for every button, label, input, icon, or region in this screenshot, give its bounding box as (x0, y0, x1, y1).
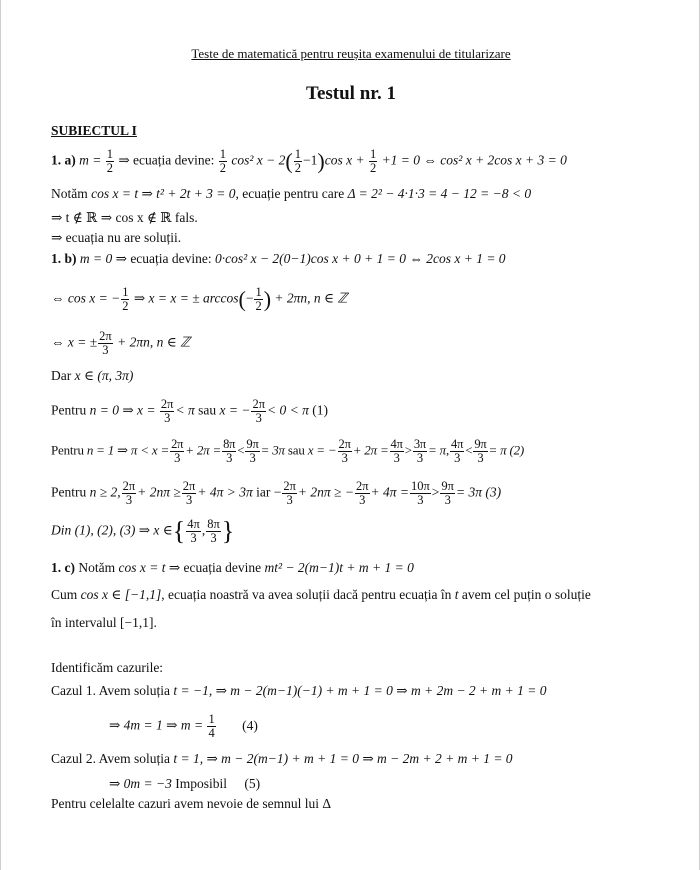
equation-number: (1) (312, 402, 328, 418)
text: în intervalul (51, 615, 117, 630)
math-text: = π (2) (488, 442, 525, 458)
math-text: + 2nπ ≥ (137, 484, 181, 500)
fraction: $\frac{2\pi}{3}$ (171, 437, 184, 466)
math-text: x = − (307, 442, 337, 458)
line-11 (51, 480, 501, 507)
text: ecuația devine: (130, 251, 212, 266)
text: sau (287, 442, 305, 458)
paren: ( (285, 148, 293, 174)
math-text: n = 0 ⇒ x = (89, 402, 156, 418)
math-text: n ≥ 2, (89, 484, 121, 500)
math-text: x ∈ (π, 3π) (74, 368, 134, 383)
math-text: m = 0 ⇒ (79, 251, 127, 266)
text: , ecuația noastră va avea soluții dacă pentru ecuația în (161, 587, 452, 602)
math-text: Δ = 2² − 4·1·3 = 4 − 12 = −8 < 0 (347, 186, 532, 201)
item-label: 1. b) (51, 251, 77, 266)
fraction: $\frac{10\pi}{3}$ (410, 479, 430, 508)
math-text: − (245, 290, 254, 306)
line-1c (51, 561, 414, 575)
fraction: $\frac{1}{2}$ (122, 285, 129, 314)
fraction: $\frac{1}{2}$ (294, 147, 301, 176)
brace: { (172, 516, 186, 546)
line-3: ⇒ t ∉ ℝ ⇒ cos x ∉ ℝ fals. (51, 210, 198, 225)
math-text: t = −1, ⇒ m − 2(m−1)(−1) + m + 1 = 0 ⇒ m + 2m − 2 + m + 1 = 0 (173, 683, 547, 698)
math-text: − (273, 484, 282, 500)
line-17 (51, 684, 547, 698)
text: Cazul 2. Avem soluția (51, 751, 170, 766)
fraction: $\frac{2\pi}{3}$ (252, 397, 265, 426)
paren: ) (263, 286, 272, 312)
line-1a (51, 148, 567, 175)
text: iar (256, 484, 271, 500)
math-text: < (237, 442, 245, 458)
page-header: Teste de matematică pentru reușita examenului de titularizare (191, 46, 511, 61)
math-text: [−1,1]. (119, 615, 157, 630)
math-text: + 2πn, n ∈ ℤ (117, 334, 191, 350)
item-label: 1. c) (51, 560, 75, 575)
math-text: < π (175, 402, 195, 418)
fraction: $\frac{2\pi}{3}$ (355, 479, 369, 508)
fraction: $\frac{9\pi}{3}$ (246, 437, 259, 466)
math-text: −1 (303, 152, 318, 168)
fraction: $\frac{2\pi}{3}$ (99, 329, 112, 358)
math-text: = π, (428, 442, 450, 458)
math-text: cos x + (324, 152, 365, 168)
line-14 (51, 588, 591, 602)
math-text: , (201, 522, 206, 538)
fraction: $\frac{4\pi}{3}$ (390, 437, 403, 466)
text: avem cel puțin o soluție (461, 587, 591, 602)
fraction: $\frac{9\pi}{3}$ (441, 479, 454, 508)
fraction: $\frac{1}{2}$ (219, 147, 227, 176)
math-text: cos x = t ⇒ t² + 2t + 3 = 0 (91, 186, 236, 201)
text: Pentru (51, 484, 87, 500)
math-text: + 4π > 3π (197, 484, 253, 500)
line-18 (109, 713, 258, 740)
math-text: < 0 < π (267, 402, 309, 418)
line-9 (51, 398, 328, 425)
item-label: 1. a) (51, 152, 76, 168)
math-text: + 2π = (352, 442, 389, 458)
math-text: > (404, 442, 412, 458)
math-text: m = (79, 152, 102, 168)
math-text: + 4π = (370, 484, 409, 500)
text: , ecuație pentru care (235, 186, 345, 201)
line-21: Pentru celelalte cazuri avem nevoie de semnul lui Δ (51, 796, 332, 811)
fraction: $\frac{8\pi}{3}$ (207, 517, 220, 546)
math-text: x = − (219, 402, 251, 418)
section-heading: SUBIECTUL I (51, 123, 137, 138)
math-text: < (465, 442, 473, 458)
equation-number: (4) (242, 717, 258, 733)
fraction: $\frac{9\pi}{3}$ (474, 437, 487, 466)
fraction: $\frac{2\pi}{3}$ (283, 479, 296, 508)
fraction: $\frac{1}{2}$ (255, 285, 262, 314)
math-text: > (431, 484, 440, 500)
fraction: $\frac{2\pi}{3}$ (122, 479, 136, 508)
fraction: $\frac{2\pi}{3}$ (338, 437, 351, 466)
line-2 (51, 187, 531, 201)
line-12 (51, 518, 234, 545)
text: ecuația devine (183, 560, 262, 575)
line-4: ⇒ ecuația nu are soluții. (51, 230, 182, 245)
math-text: cos² x − 2 (231, 152, 286, 168)
line-8 (51, 369, 133, 383)
line-10 (51, 438, 524, 465)
text: Dar (51, 368, 72, 383)
page-title: Testul nr. 1 (306, 83, 396, 104)
line-7 (51, 330, 190, 357)
line-20 (109, 777, 260, 791)
math-text: cos x = t ⇒ (118, 560, 181, 575)
math-text: ⇔ x = ± (51, 334, 98, 350)
math-text: ⇒ 4m = 1 ⇒ m = (109, 717, 204, 733)
fraction: $\frac{1}{2}$ (369, 147, 377, 176)
brace: } (221, 516, 235, 546)
math-text: ⇔ cos x = − (51, 290, 121, 306)
fraction: $\frac{4\pi}{3}$ (451, 437, 464, 466)
line-15 (51, 616, 157, 630)
paren: ( (238, 286, 246, 312)
math-text: cos x ∈ [−1,1] (80, 587, 162, 602)
math-text: ⇒ x = x = ± arccos (133, 290, 239, 306)
text: Notăm (78, 560, 116, 575)
text: Pentru (51, 442, 84, 458)
math-text: Din (1), (2), (3) ⇒ x ∈ (51, 522, 173, 538)
math-text: = 3π (3) (455, 484, 502, 500)
text: Imposibil (175, 776, 228, 791)
text: Pentru (51, 402, 87, 418)
math-text: ⇒ 0m = −3 (109, 776, 172, 791)
fraction: $\frac{1}{4}$ (208, 712, 215, 741)
math-text: t (454, 587, 459, 602)
math-text: = 3π (260, 442, 285, 458)
text: Cum (51, 587, 78, 602)
math-text: n = 1 ⇒ π < x = (86, 442, 170, 458)
line-19 (51, 752, 513, 766)
line-1b (51, 252, 506, 266)
line-16: Identificăm cazurile: (51, 660, 164, 675)
line-6 (51, 286, 347, 313)
fraction: $\frac{1}{2}$ (106, 147, 113, 176)
fraction: $\frac{3\pi}{3}$ (413, 437, 427, 466)
paren: ) (317, 148, 325, 174)
text: sau (198, 402, 217, 418)
math-text: mt² − 2(m−1)t + m + 1 = 0 (264, 560, 414, 575)
math-text: + 2πn, n ∈ ℤ (274, 290, 348, 306)
text: Cazul 1. Avem soluția (51, 683, 170, 698)
math-text: 0·cos² x − 2(0−1)cos x + 0 + 1 = 0 ⇔ 2cos x + 1 = 0 (215, 251, 506, 266)
math-text: + 2nπ ≥ − (297, 484, 354, 500)
equation-number: (5) (244, 776, 261, 791)
math-text: + 2π = (185, 442, 222, 458)
fraction: $\frac{4\pi}{3}$ (187, 517, 200, 546)
math-text: +1 = 0 ⇔ cos² x + 2cos x + 3 = 0 (381, 152, 567, 168)
text: Notăm (51, 186, 88, 201)
math-text: t = 1, ⇒ m − 2(m−1) + m + 1 = 0 ⇒ m − 2m + 2 + m + 1 = 0 (173, 751, 513, 766)
fraction: $\frac{2\pi}{3}$ (160, 397, 174, 426)
fraction: $\frac{2\pi}{3}$ (182, 479, 196, 508)
fraction: $\frac{8\pi}{3}$ (223, 437, 236, 466)
text: ⇒ ecuația devine: (118, 152, 215, 168)
